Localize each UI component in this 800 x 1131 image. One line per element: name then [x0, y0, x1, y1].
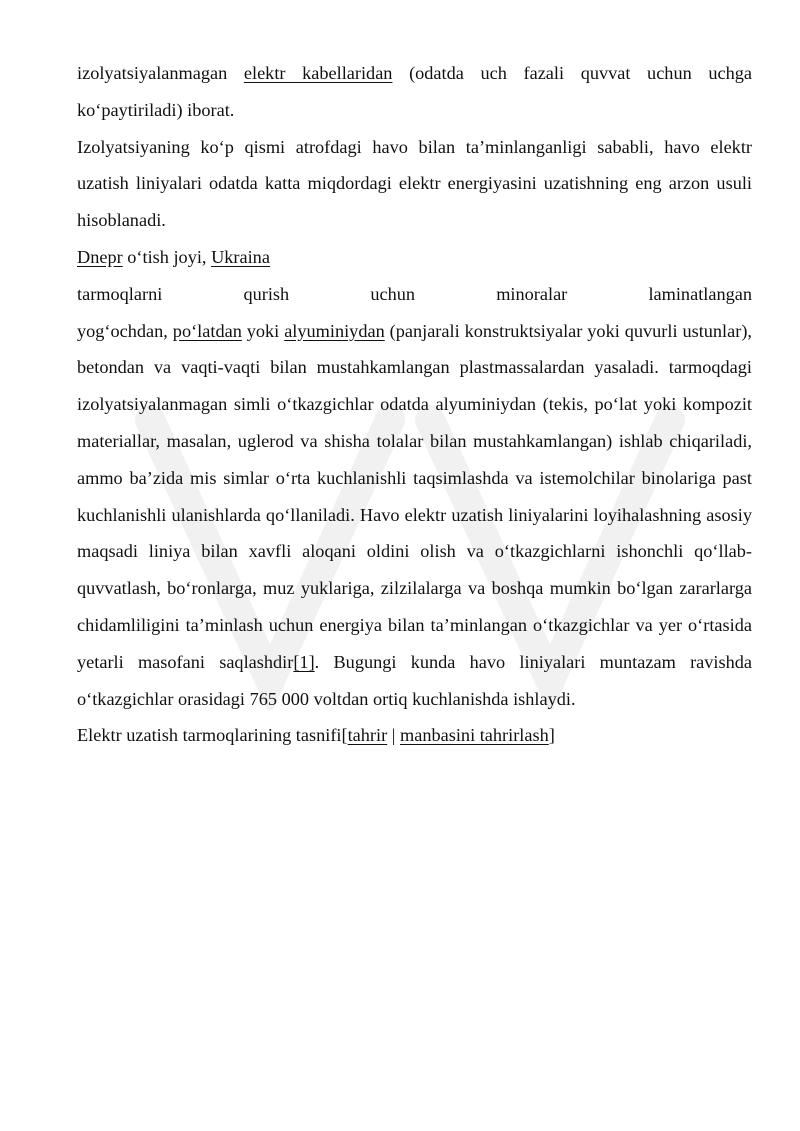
link-ukraina[interactable]: Ukraina — [211, 246, 270, 267]
text: izolyatsiyalanmagan — [77, 63, 244, 83]
reference-link-1[interactable]: [1] — [293, 651, 315, 672]
caption-text: o‘tish joyi, — [122, 246, 212, 267]
text: yoki — [241, 320, 285, 341]
text: yog‘ochdan, — [77, 320, 173, 341]
edit-source-link[interactable]: manbasini tahrirlash — [400, 725, 549, 746]
document-body — [77, 55, 752, 754]
text: . Bugungi kunda havo liniyalari muntazam ravishda o‘tkazgichlar orasidagi 765 000 voltdan ortiq kuchlanishda ishlaydi. — [77, 651, 752, 709]
bracket-close: ] — [548, 725, 555, 746]
edit-link[interactable]: tahrir — [347, 725, 388, 746]
paragraph-1 — [77, 55, 752, 129]
link-alyuminiydan[interactable]: alyuminiydan — [284, 320, 385, 341]
paragraph-2: Izolyatsiyaning ko‘p qismi atrofdagi havo bilan ta’minlanganligi sababli, havo elektr uzatish liniyalari odatda katta miqdordagi elektr energiyasini uzatishning eng arzon usuli hisoblanadi. — [77, 136, 752, 231]
separator: | — [387, 725, 400, 746]
link-po-latdan[interactable]: po‘latdan — [172, 320, 242, 341]
link-elektr-kabellaridan[interactable]: elektr kabellaridan — [243, 63, 393, 83]
heading-title: Elektr uzatish tarmoqlarining tasnifi — [77, 725, 342, 746]
paragraph-3 — [77, 313, 752, 718]
link-dnepr[interactable]: Dnepr — [77, 246, 123, 267]
image-caption — [77, 239, 752, 276]
paragraph-3-first-line: tarmoqlarni qurish uchun minoralar laminatlangan — [77, 283, 752, 304]
text: (odatda uch fazali quvvat uchun uchga ko‘paytiriladi) iborat. — [77, 63, 752, 120]
bracket-open: [ — [341, 725, 348, 746]
text: (panjarali konstruktsiyalar yoki quvurli ustunlar), betondan va vaqti-vaqti bilan mustahkamlangan plastmassalardan yasaladi. tarmoqdagi izolyatsiyalanmagan simli o‘tkazgichlar odatda alyuminiydan (tekis, po‘lat yoki kompozit materiallar, masalan, uglerod va shisha tolalar bilan mustahkamlangan) ishlab chiqariladi, ammo ba’zida mis simlar o‘rta kuchlanishli taqsimlashda va istemolchilar binolariga past kuchlanishli ulanishlarda qo‘llaniladi. Havo elektr uzatish liniyalarini loyihalashning asosiy maqsadi liniya bilan xavfli aloqani oldini olish va o‘tkazgichlarni ishonchli qo‘llab-quvvatlash, bo‘ronlarga, muz yuklariga, zilzilalarga va boshqa mumkin bo‘lgan zararlarga chidamliligini ta’minlash uchun energiya bilan ta’minlangan o‘tkazgichlar va yer o‘rtasida yetarli masofani saqlashdir — [77, 320, 752, 672]
section-heading — [77, 717, 752, 754]
